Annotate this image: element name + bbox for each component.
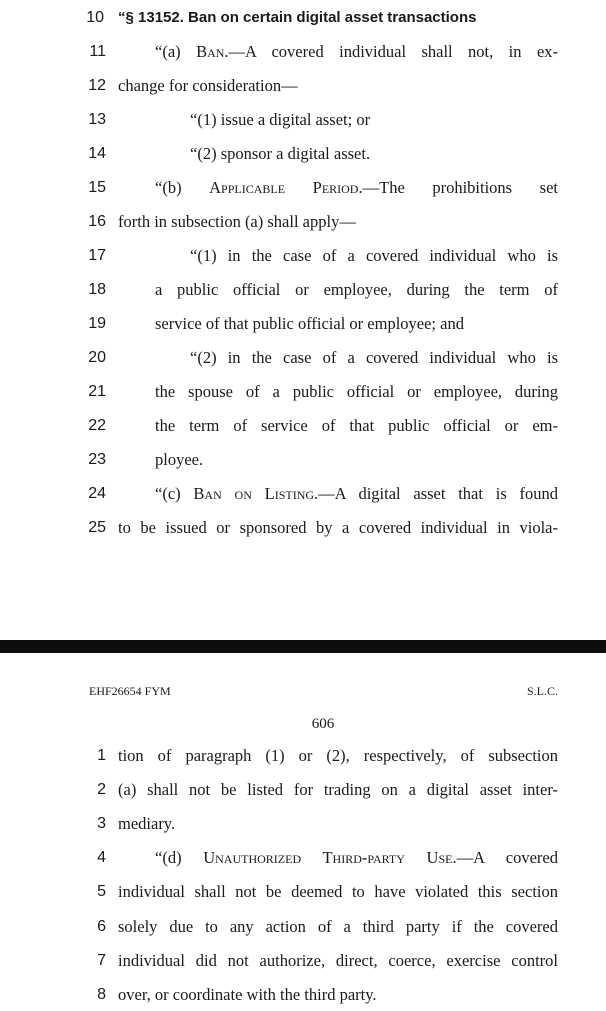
bill-line xyxy=(0,776,606,804)
line-text: service of that public official or employee; and xyxy=(155,314,464,333)
line-text xyxy=(155,480,558,508)
document-code: S.L.C. xyxy=(526,684,558,698)
line-number: 13 xyxy=(88,111,106,128)
subsection-text: .—The prohibitions set xyxy=(358,178,558,197)
line-text xyxy=(155,844,558,872)
subsection-text: .—A covered xyxy=(452,848,558,867)
line-text xyxy=(155,38,558,66)
bill-line xyxy=(0,208,606,236)
subsection-prefix: “(b) xyxy=(155,178,210,197)
line-number: 12 xyxy=(88,77,106,94)
line-text: ployee. xyxy=(155,450,204,469)
page-break-bar xyxy=(0,640,606,653)
bill-line xyxy=(0,106,606,134)
line-number: 16 xyxy=(88,213,106,230)
bill-line xyxy=(0,947,606,975)
bill-line xyxy=(0,242,606,270)
line-text: individual did not authorize, direct, coerce, exercise control xyxy=(118,951,558,970)
bill-line xyxy=(0,810,606,838)
bill-line xyxy=(0,514,606,542)
line-number: 5 xyxy=(97,883,106,900)
line-number: 2 xyxy=(97,781,106,798)
subsection-heading: Ban xyxy=(196,42,225,61)
line-number: 21 xyxy=(88,383,106,400)
line-text: “(2) sponsor a digital asset. xyxy=(190,144,371,163)
line-text: the spouse of a public official or employee, during xyxy=(155,382,558,401)
line-number: 11 xyxy=(89,43,106,60)
bill-line xyxy=(0,276,606,304)
bill-line xyxy=(0,4,606,32)
bill-line xyxy=(0,174,606,202)
line-text: mediary. xyxy=(118,814,176,833)
bill-line xyxy=(0,140,606,168)
line-text: over, or coordinate with the third party. xyxy=(118,985,377,1004)
bill-page-lower xyxy=(0,653,606,1011)
line-text: solely due to any action of a third party if the covered xyxy=(118,917,558,936)
line-number: 25 xyxy=(88,519,106,536)
bill-line xyxy=(0,344,606,372)
bill-line xyxy=(0,412,606,440)
line-text: forth in subsection (a) shall apply— xyxy=(118,212,356,231)
subsection-text: .—A covered individual shall not, in ex- xyxy=(224,42,559,61)
line-number: 1 xyxy=(97,747,106,764)
line-text: tion of paragraph (1) or (2), respectively, of subsection xyxy=(118,746,558,765)
bill-line xyxy=(0,913,606,941)
line-text: change for consideration— xyxy=(118,76,298,95)
bill-line xyxy=(0,72,606,100)
line-number: 18 xyxy=(88,281,106,298)
line-text: individual shall not be deemed to have violated this section xyxy=(118,882,558,901)
bill-line xyxy=(0,844,606,872)
line-text: “(1) in the case of a covered individual who is xyxy=(190,246,558,265)
page-number: 606 xyxy=(311,716,335,732)
line-number: 6 xyxy=(97,918,106,935)
line-text: “(1) issue a digital asset; or xyxy=(190,110,371,129)
line-text: “(2) in the case of a covered individual who is xyxy=(190,348,558,367)
line-number: 10 xyxy=(86,9,104,26)
subsection-prefix: “(c) xyxy=(155,484,194,503)
line-text: the term of service of that public official or em- xyxy=(155,416,558,435)
line-number: 19 xyxy=(88,315,106,332)
subsection-prefix: “(d) xyxy=(155,848,204,867)
line-text: (a) shall not be listed for trading on a digital asset inter- xyxy=(118,780,558,799)
line-number: 24 xyxy=(88,485,106,502)
bill-line xyxy=(0,981,606,1009)
bill-line xyxy=(0,878,606,906)
line-number: 22 xyxy=(88,417,106,434)
bill-line xyxy=(0,310,606,338)
section-heading: “§ 13152. Ban on certain digital asset transactions xyxy=(118,9,477,26)
subsection-heading: Unauthorized Third-party Use xyxy=(203,848,453,867)
bill-line xyxy=(0,742,606,770)
bill-line xyxy=(0,480,606,508)
line-number: 3 xyxy=(97,815,106,832)
subsection-prefix: “(a) xyxy=(155,42,197,61)
bill-line xyxy=(0,38,606,66)
line-text: a public official or employee, during the term of xyxy=(155,280,558,299)
subsection-text: .—A digital asset that is found xyxy=(314,484,559,503)
subsection-heading: Applicable Period xyxy=(209,178,359,197)
line-text xyxy=(155,174,558,202)
bill-line xyxy=(0,378,606,406)
line-number: 14 xyxy=(88,145,106,162)
line-text: to be issued or sponsored by a covered individual in viola- xyxy=(118,518,558,537)
line-number: 17 xyxy=(88,247,106,264)
subsection-heading: Ban on Listing xyxy=(193,484,315,503)
line-number: 20 xyxy=(88,349,106,366)
document-id: EHF26654 FYM xyxy=(89,684,171,698)
line-number: 8 xyxy=(97,986,106,1003)
line-number: 15 xyxy=(88,179,106,196)
line-number: 7 xyxy=(97,952,106,969)
bill-line xyxy=(0,446,606,474)
line-number: 23 xyxy=(88,451,106,468)
line-number: 4 xyxy=(97,849,106,866)
